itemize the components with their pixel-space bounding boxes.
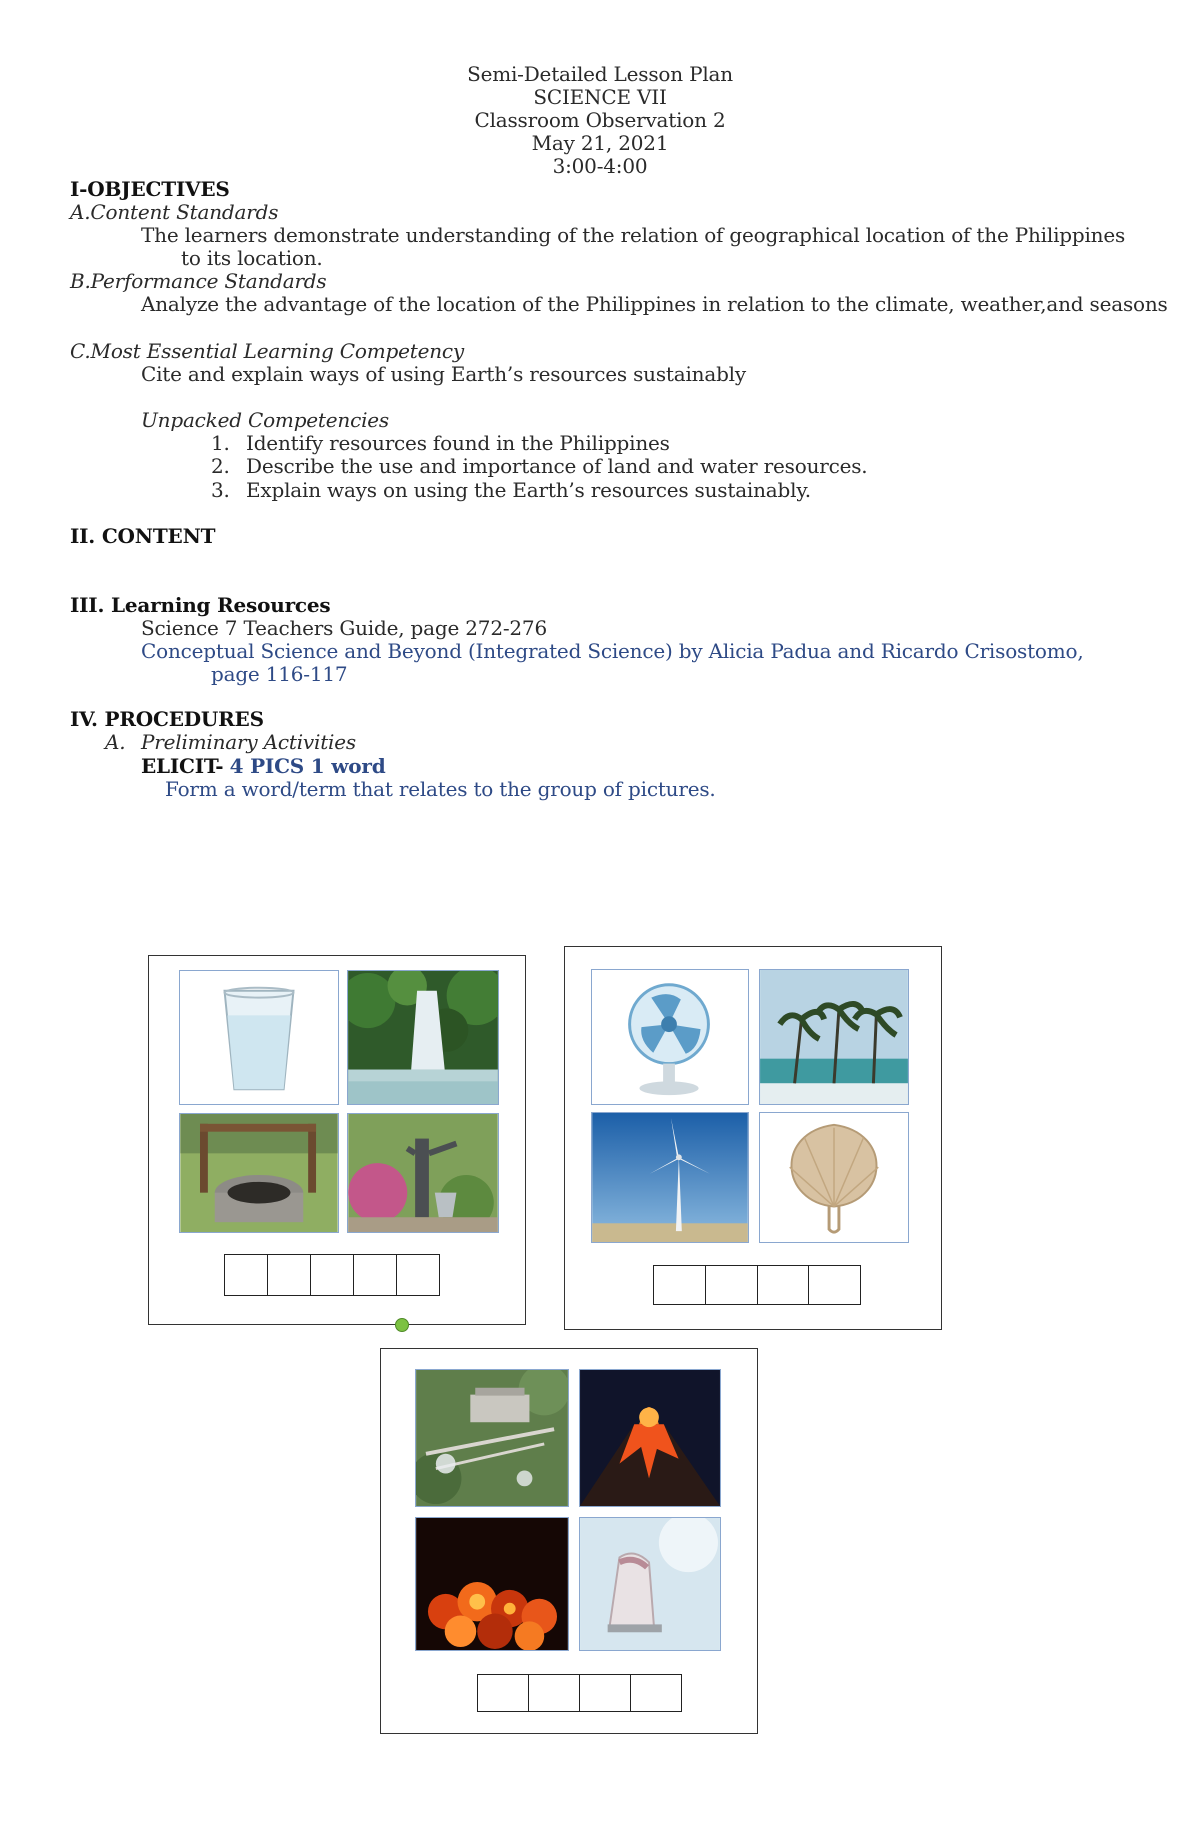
elicit-line xyxy=(141,754,386,778)
objectives-heading: I-OBJECTIVES xyxy=(70,177,230,201)
letter-box[interactable] xyxy=(758,1266,810,1304)
letter-box[interactable] xyxy=(397,1255,439,1295)
content-heading: II. CONTENT xyxy=(70,524,216,548)
elicit-title: 4 PICS 1 word xyxy=(229,754,386,778)
answer-letter-boxes[interactable] xyxy=(477,1674,682,1712)
subject-line: SCIENCE VII xyxy=(533,85,667,109)
rotation-handle-icon[interactable] xyxy=(395,1318,409,1332)
competency-number: 2. xyxy=(211,454,230,478)
observation-line: Classroom Observation 2 xyxy=(474,108,726,132)
geothermal-plant-icon xyxy=(415,1369,569,1507)
letter-box[interactable] xyxy=(478,1675,529,1711)
wind-turbine-icon xyxy=(591,1112,749,1243)
hand-fan-icon xyxy=(759,1112,909,1243)
letter-box[interactable] xyxy=(706,1266,758,1304)
resource-item: Science 7 Teachers Guide, page 272-276 xyxy=(141,616,547,640)
answer-letter-boxes[interactable] xyxy=(224,1254,440,1296)
procedures-heading: IV. PROCEDURES xyxy=(70,707,264,731)
performance-standards-label: B.Performance Standards xyxy=(70,269,327,293)
elicit-instruction: Form a word/term that relates to the group of pictures. xyxy=(165,777,716,801)
glass-of-water-icon xyxy=(179,970,339,1105)
letter-box[interactable] xyxy=(654,1266,706,1304)
water-pump-icon xyxy=(347,1113,499,1233)
date-line: May 21, 2021 xyxy=(531,131,669,155)
preliminary-activities-label: Preliminary Activities xyxy=(141,730,356,754)
time-line: 3:00-4:00 xyxy=(552,154,648,178)
answer-letter-boxes[interactable] xyxy=(653,1265,861,1305)
unpacked-competencies-label: Unpacked Competencies xyxy=(141,408,389,432)
competency-item: Identify resources found in the Philippines xyxy=(246,431,670,455)
content-standards-label: A.Content Standards xyxy=(70,200,279,224)
water-well-icon xyxy=(179,1113,339,1233)
letter-box[interactable] xyxy=(311,1255,354,1295)
letter-box[interactable] xyxy=(809,1266,860,1304)
letter-box[interactable] xyxy=(580,1675,631,1711)
competency-item: Describe the use and importance of land and water resources. xyxy=(246,454,868,478)
wind-puzzle[interactable] xyxy=(564,946,942,1330)
competency-number: 3. xyxy=(211,478,230,502)
letter-box[interactable] xyxy=(268,1255,311,1295)
palm-trees-wind-icon xyxy=(759,969,909,1105)
content-standards-text-cont: to its location. xyxy=(181,246,323,270)
electric-fan-icon xyxy=(591,969,749,1105)
letter-box[interactable] xyxy=(354,1255,397,1295)
resource-item-link[interactable]: Conceptual Science and Beyond (Integrated Science) by Alicia Padua and Ricardo Crisostomo, xyxy=(141,639,1084,663)
elicit-label: ELICIT- xyxy=(141,754,224,778)
performance-standards-text: Analyze the advantage of the location of the Philippines in relation to the climate, weather,and seasons xyxy=(141,292,1168,316)
volcano-icon xyxy=(579,1369,721,1507)
melc-label: C.Most Essential Learning Competency xyxy=(70,339,465,363)
preliminary-letter: A. xyxy=(105,730,126,754)
letter-box[interactable] xyxy=(225,1255,268,1295)
waterfall-icon xyxy=(347,970,499,1105)
letter-box[interactable] xyxy=(631,1675,681,1711)
melc-text: Cite and explain ways of using Earth’s resources sustainably xyxy=(141,362,746,386)
learning-resources-heading: III. Learning Resources xyxy=(70,593,331,617)
competency-item: Explain ways on using the Earth’s resources sustainably. xyxy=(246,478,811,502)
title-line: Semi-Detailed Lesson Plan xyxy=(467,62,733,86)
resource-item-link-cont[interactable]: page 116-117 xyxy=(211,662,348,686)
content-standards-text: The learners demonstrate understanding of the relation of geographical location of the Philippines xyxy=(141,223,1126,247)
competency-number: 1. xyxy=(211,431,230,455)
flat-iron-icon xyxy=(579,1517,721,1651)
heat-puzzle[interactable] xyxy=(380,1348,758,1734)
letter-box[interactable] xyxy=(529,1675,580,1711)
water-puzzle[interactable] xyxy=(148,955,526,1325)
burning-coals-icon xyxy=(415,1517,569,1651)
